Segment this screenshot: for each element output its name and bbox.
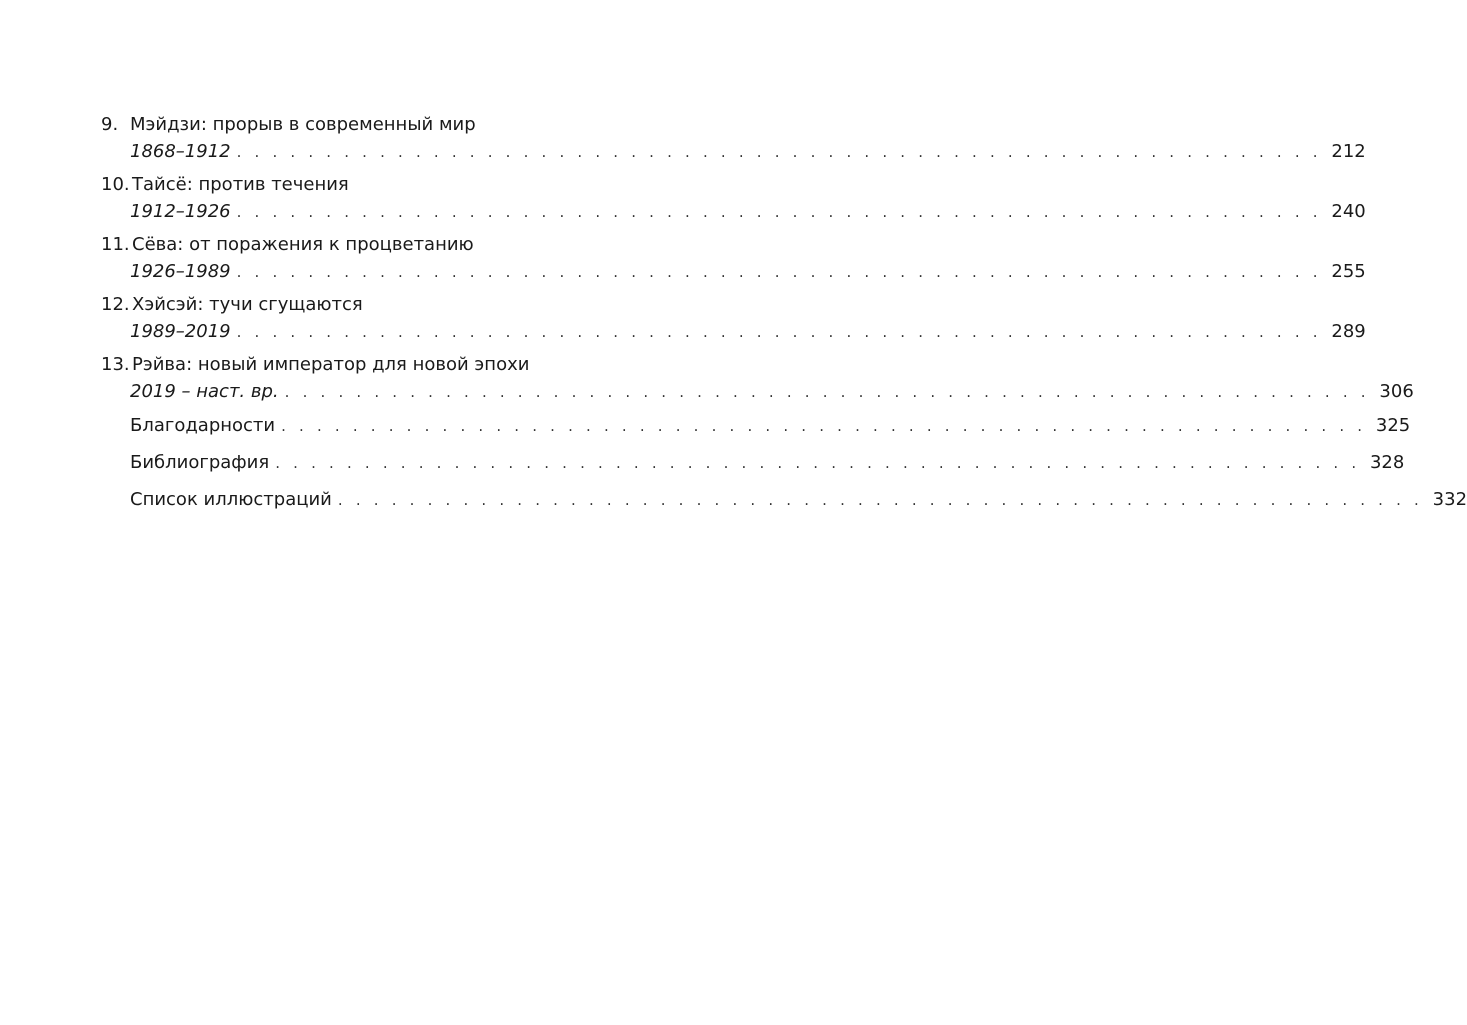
toc-entry-bibliography[interactable]	[101, 444, 1405, 481]
chapter-dates: 1926–1989	[130, 261, 231, 282]
entry-title: Благодарности	[130, 415, 276, 436]
toc-entry-chapter-13[interactable]	[101, 353, 1414, 407]
toc-entry-list-of-illustrations[interactable]	[101, 481, 1467, 518]
chapter-dates: 1912–1926	[130, 201, 231, 222]
page-number: 240	[1331, 201, 1366, 222]
page-number: 328	[1369, 452, 1405, 473]
page-number: 212	[1331, 141, 1366, 162]
page-number: 325	[1375, 415, 1411, 436]
page-number: 306	[1379, 381, 1414, 402]
chapter-dates: 2019 – наст. вр.	[130, 381, 279, 402]
chapter-number: 11.	[101, 234, 130, 255]
toc-entry-chapter-11[interactable]	[101, 233, 1366, 287]
chapter-dates: 1989–2019	[130, 321, 231, 342]
chapter-title: Сёва: от поражения к процветанию	[132, 234, 474, 255]
leader-dots: . . . . . . . . . . . . . . . . . . . . . . . . . . . . . . . . . . . . . . . . . . . . . . . . . . . . . . . . . . . . .	[281, 417, 1367, 435]
chapter-heading	[101, 353, 621, 377]
leader-dots: . . . . . . . . . . . . . . . . . . . . . . . . . . . . . . . . . . . . . . . . . . . . . . . . . . . . . . . . . . . . .	[236, 323, 1322, 341]
chapter-title: Мэйдзи: прорыв в современный мир	[130, 114, 476, 135]
leader-dots: . . . . . . . . . . . . . . . . . . . . . . . . . . . . . . . . . . . . . . . . . . . . . . . . . . . . . . . . . . . . .	[337, 491, 1424, 509]
chapter-dates: 1868–1912	[130, 141, 231, 162]
leader-dots: . . . . . . . . . . . . . . . . . . . . . . . . . . . . . . . . . . . . . . . . . . . . . . . . . . . . . . . . . . . . .	[236, 203, 1322, 221]
leader-dots: . . . . . . . . . . . . . . . . . . . . . . . . . . . . . . . . . . . . . . . . . . . . . . . . . . . . . . . . . . . . .	[284, 383, 1370, 401]
leader-dots: . . . . . . . . . . . . . . . . . . . . . . . . . . . . . . . . . . . . . . . . . . . . . . . . . . . . . . . . . . . . .	[236, 263, 1322, 281]
leader-dots: . . . . . . . . . . . . . . . . . . . . . . . . . . . . . . . . . . . . . . . . . . . . . . . . . . . . . . . . . . . . .	[275, 454, 1361, 472]
chapter-number: 9.	[101, 114, 119, 135]
toc-entry-chapter-12[interactable]	[101, 293, 1366, 347]
chapter-dates-line	[101, 317, 1366, 347]
chapter-title: Рэйва: новый император для новой эпохи	[132, 354, 530, 375]
chapter-heading	[101, 113, 621, 137]
chapter-dates-line	[101, 257, 1366, 287]
chapter-number: 12.	[101, 294, 130, 315]
toc-entry-chapter-10[interactable]	[101, 173, 1366, 227]
chapter-dates-line	[101, 377, 1414, 407]
entry-title: Список иллюстраций	[130, 489, 332, 510]
page-number: 255	[1331, 261, 1366, 282]
chapter-heading	[101, 173, 621, 197]
page-number: 332	[1432, 489, 1467, 510]
toc-entry-acknowledgements[interactable]	[101, 407, 1411, 444]
toc-entry-chapter-9[interactable]	[101, 113, 1366, 167]
chapter-title: Тайсё: против течения	[132, 174, 349, 195]
chapter-number: 10.	[101, 174, 130, 195]
chapter-dates-line	[101, 197, 1366, 227]
entry-title: Библиография	[130, 452, 270, 473]
chapter-heading	[101, 293, 621, 317]
leader-dots: . . . . . . . . . . . . . . . . . . . . . . . . . . . . . . . . . . . . . . . . . . . . . . . . . . . . . . . . . . . . .	[236, 143, 1322, 161]
chapter-dates-line	[101, 137, 1366, 167]
page-number: 289	[1331, 321, 1366, 342]
chapter-title: Хэйсэй: тучи сгущаются	[132, 294, 363, 315]
table-of-contents	[101, 113, 1467, 518]
chapter-heading	[101, 233, 621, 257]
chapter-number: 13.	[101, 354, 130, 375]
